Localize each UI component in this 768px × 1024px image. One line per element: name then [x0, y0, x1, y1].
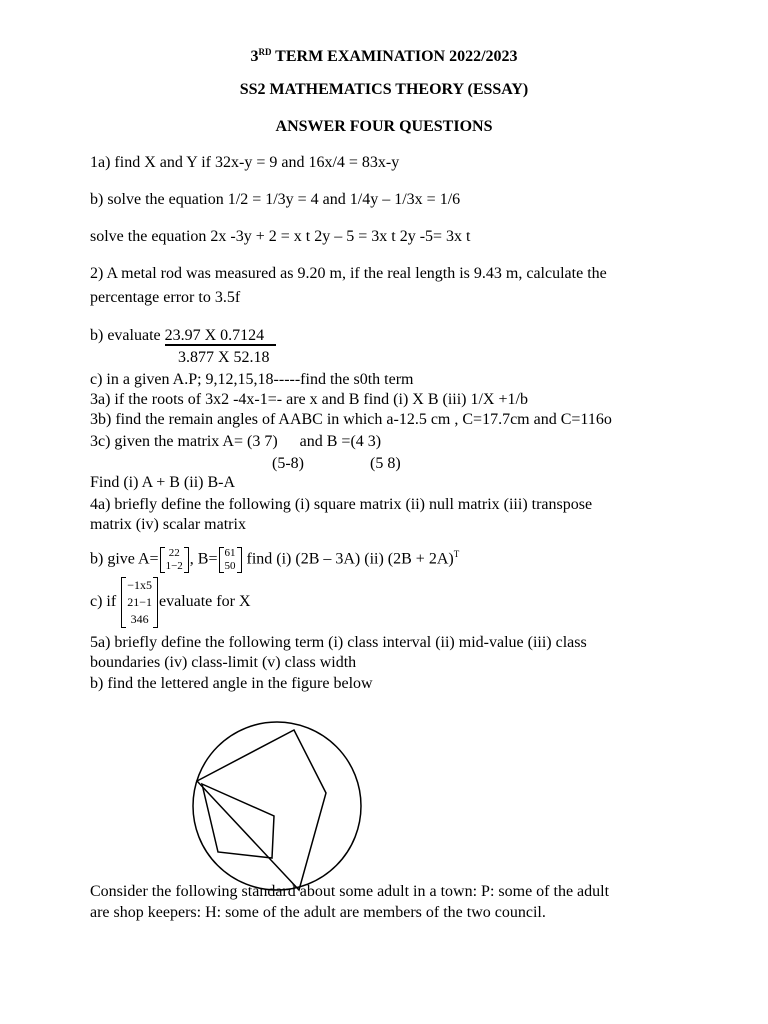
question-2a-line2: percentage error to 3.5f	[90, 289, 241, 306]
exam-title	[0, 42, 768, 67]
question-5b: b) find the lettered angle in the figure below	[90, 675, 373, 692]
question-4c	[90, 574, 251, 630]
question-3b: 3b) find the remain angles of AABC in which a-12.5 cm , C=17.7cm and C=116o	[90, 411, 612, 428]
question-4b	[90, 536, 459, 577]
question-4b-suffix: find (i) (2B – 3A) (ii) (2B + 2A)	[242, 550, 454, 568]
fraction-numerator: 23.97 X 0.7124	[165, 327, 277, 346]
determinant-row2: 21−1	[127, 594, 152, 609]
question-2b-prefix: b) evaluate	[90, 327, 165, 344]
question-2a-line1: 2) A metal rod was measured as 9.20 m, if the real length is 9.43 m, calculate the	[90, 265, 607, 282]
question-3c-find: Find (i) A + B (ii) B-A	[90, 474, 236, 491]
title-prefix: 3	[250, 48, 259, 65]
matrix-a	[160, 547, 189, 573]
title-superscript: RD	[258, 47, 272, 57]
matrix-b-row2: (5 8)	[370, 455, 401, 472]
determinant	[121, 577, 158, 628]
footer-line2: are shop keepers: H: some of the adult are members of the two council.	[90, 904, 546, 921]
question-4c-prefix: c) if	[90, 593, 121, 610]
question-5a-line1: 5a) briefly define the following term (i) class interval (ii) mid-value (iii) class	[90, 634, 587, 651]
exam-instruction: ANSWER FOUR QUESTIONS	[275, 118, 493, 135]
question-4a-line1: 4a) briefly define the following (i) square matrix (ii) null matrix (iii) transpose	[90, 496, 593, 513]
determinant-row1: −1x5	[127, 577, 152, 592]
exam-subtitle: SS2 MATHEMATICS THEORY (ESSAY)	[239, 81, 529, 98]
matrix-a-row2: (5-8)	[272, 455, 304, 472]
question-2b	[90, 326, 276, 346]
matrix-b	[219, 547, 242, 573]
question-4b-mid: , B=	[189, 550, 218, 568]
question-3a: 3a) if the roots of 3x2 -4x-1=- are x and B find (i) X B (iii) 1/X +1/b	[90, 391, 528, 408]
question-3c-line1	[90, 432, 381, 452]
question-2c: c) in a given A.P; 9,12,15,18-----find the s0th term	[90, 371, 414, 388]
question-4a-line2: matrix (iv) scalar matrix	[90, 516, 246, 533]
transpose-superscript: T	[453, 549, 460, 559]
figure-inner-shape	[202, 784, 274, 858]
matrix-a-row1: 22	[168, 546, 180, 559]
matrix-a-row2: 1−2	[165, 559, 183, 572]
question-1a: 1a) find X and Y if 32x-y = 9 and 16x/4 = 83x-y	[90, 154, 400, 171]
circle-figure	[190, 712, 370, 902]
question-4c-suffix: evaluate for X	[158, 593, 251, 610]
matrix-b-row1: and B =(4 3)	[299, 433, 382, 450]
question-4b-prefix: b) give A=	[90, 550, 159, 568]
footer-line1: Consider the following standard about some adult in a town: P: some of the adult	[90, 883, 610, 900]
fraction-denominator: 3.877 X 52.18	[178, 349, 270, 366]
question-1b: b) solve the equation 1/2 = 1/3y = 4 and 1/4y – 1/3x = 1/6	[90, 191, 461, 208]
determinant-row3: 346	[130, 611, 149, 626]
matrix-b-row1: 61	[224, 546, 236, 559]
question-5a-line2: boundaries (iv) class-limit (v) class width	[90, 654, 357, 671]
title-rest: TERM EXAMINATION 2022/2023	[271, 48, 518, 65]
question-1c: solve the equation 2x -3y + 2 = x t 2y – 5 = 3x t 2y -5= 3x t	[90, 228, 471, 245]
matrix-b-row2: 50	[224, 559, 236, 572]
matrix-a-row1: 3c) given the matrix A= (3 7)	[90, 433, 278, 450]
figure-circle	[193, 722, 361, 890]
